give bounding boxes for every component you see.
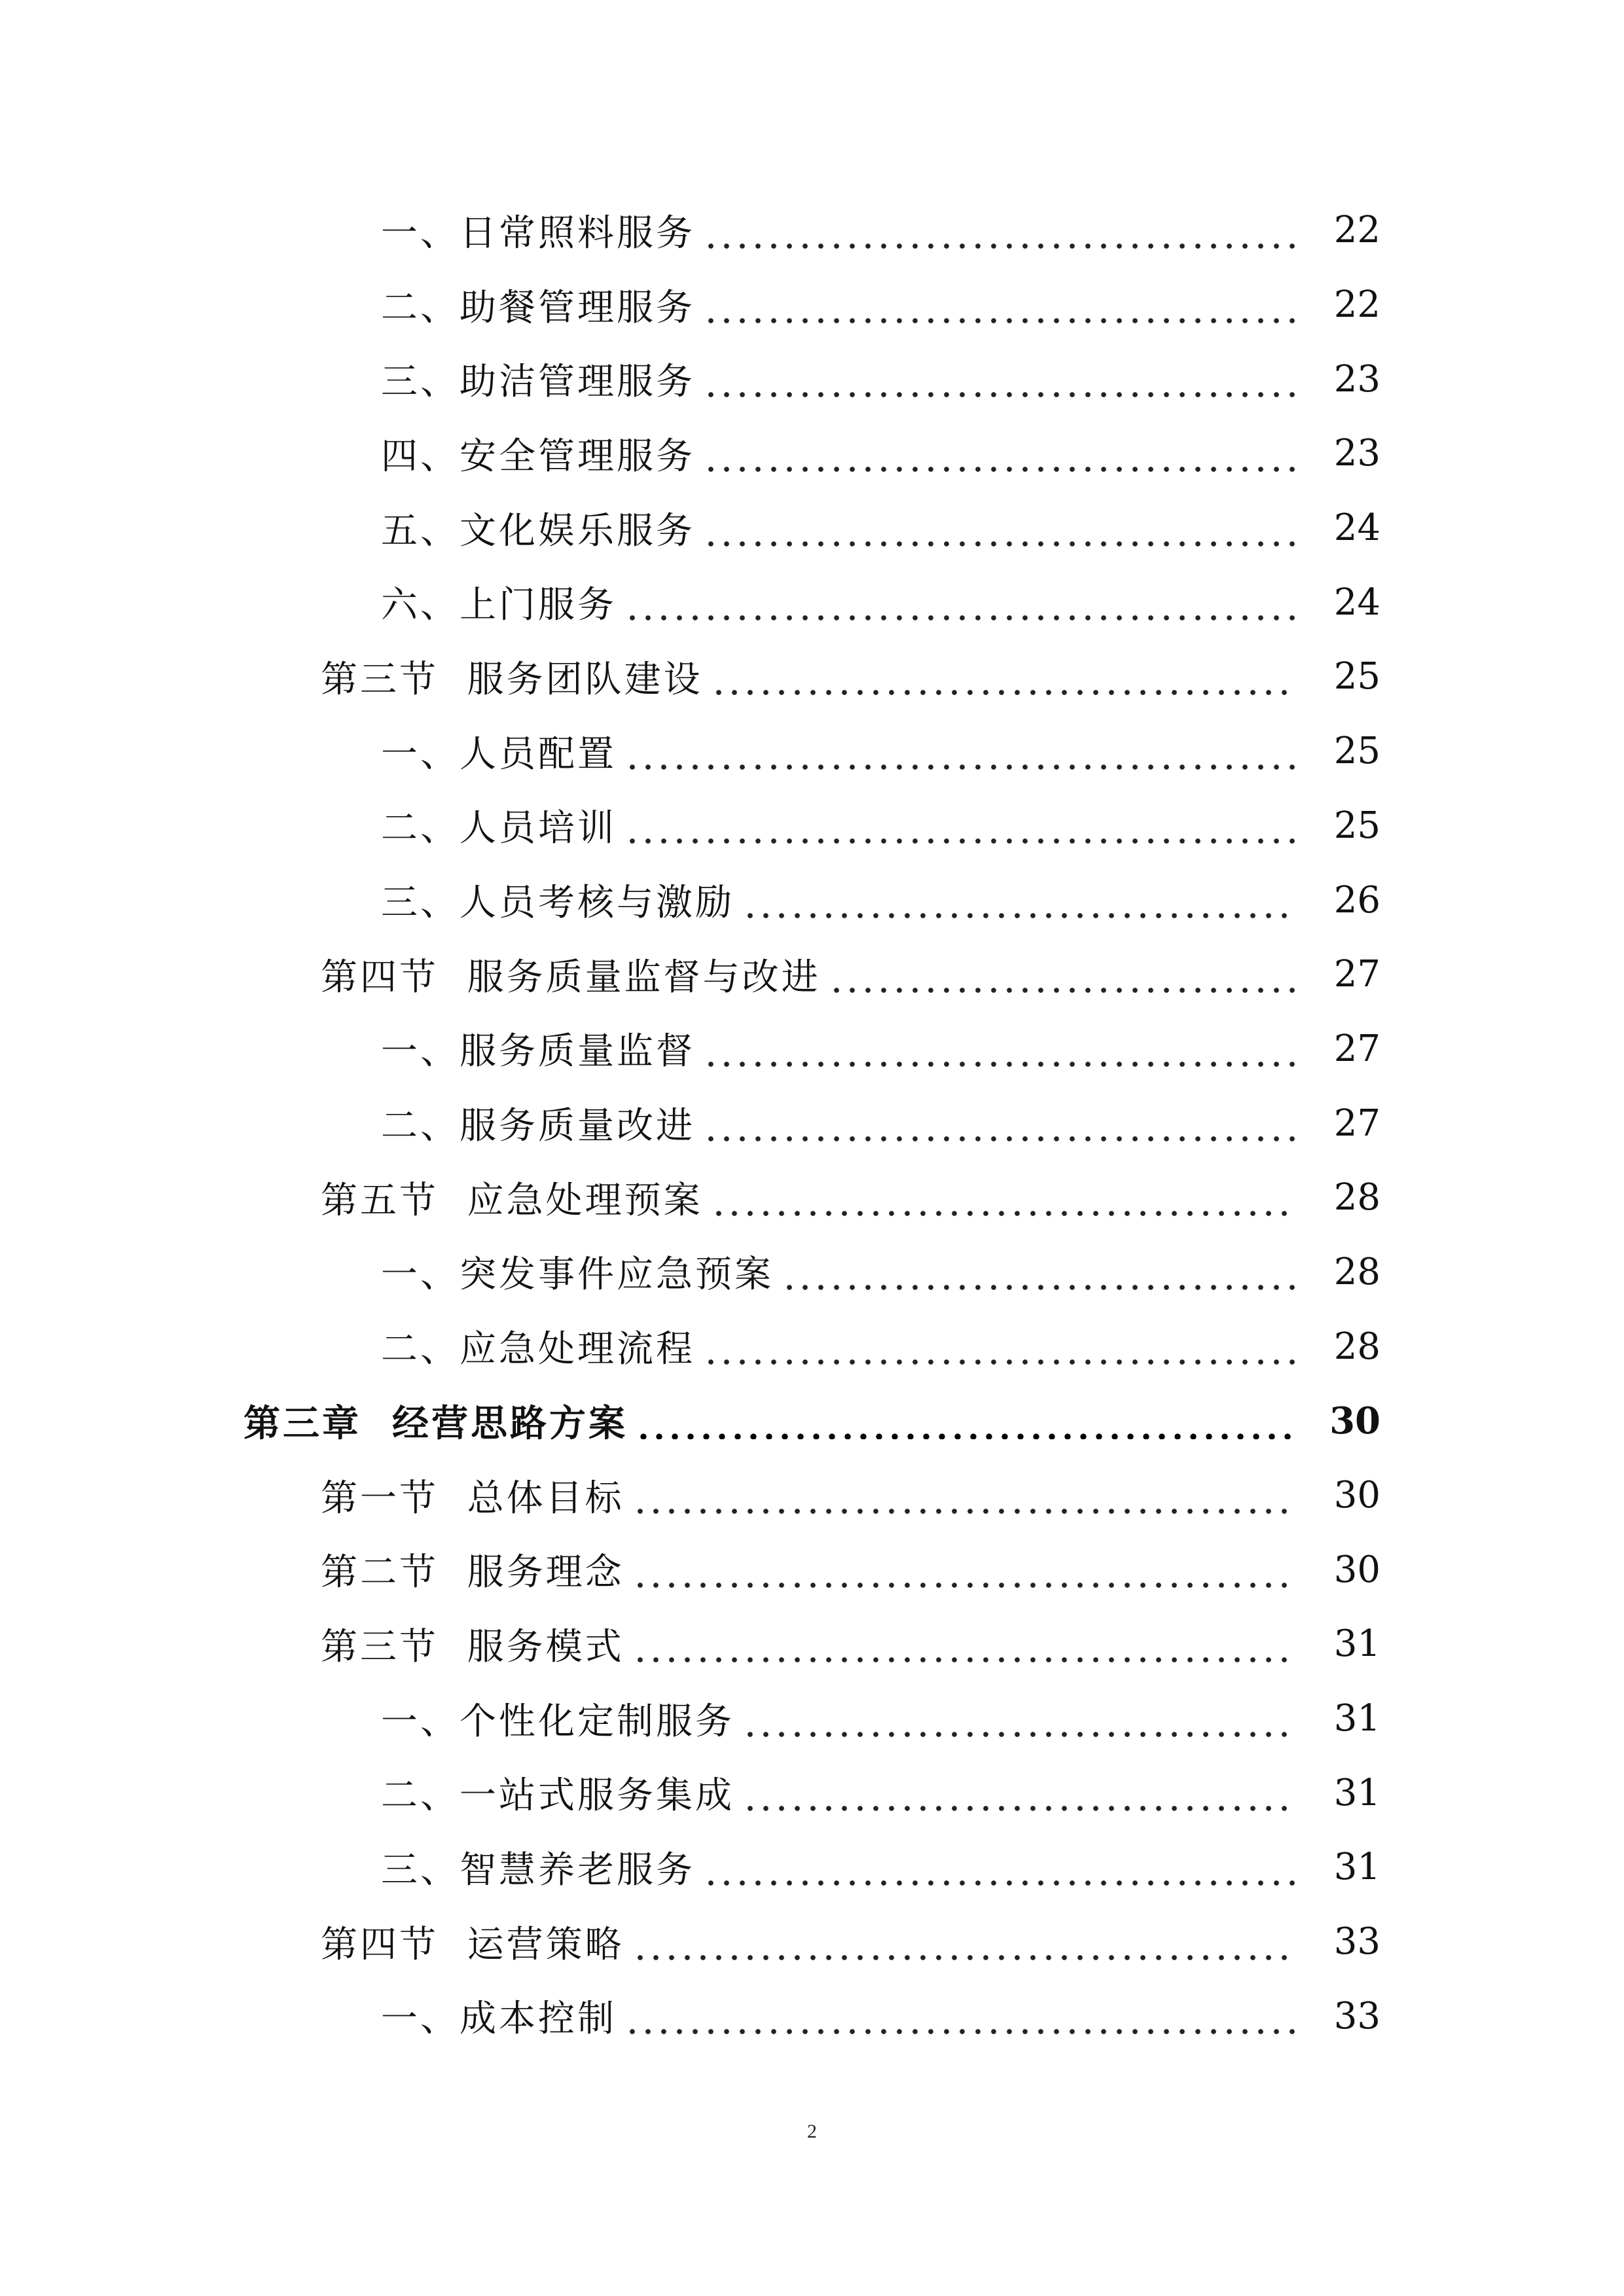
toc-entry[interactable] [0, 416, 1624, 491]
toc-entry-page: 24 [1333, 507, 1380, 550]
toc-section-entry[interactable] [0, 1905, 1624, 1979]
toc-dot-leader [703, 361, 1297, 397]
toc-chapter-title: 第三章 经营思路方案 [244, 1401, 628, 1445]
toc-entry[interactable] [0, 1012, 1624, 1086]
page-number: 2 [807, 2121, 817, 2142]
toc-dot-leader [632, 1626, 1297, 1662]
toc-entry-page: 31 [1333, 1846, 1380, 1889]
toc-entry-page: 31 [1333, 1623, 1380, 1666]
toc-entry[interactable] [0, 1830, 1624, 1905]
toc-entry-page: 27 [1333, 1027, 1380, 1070]
toc-entry-title: 一、日常照料服务 [381, 211, 695, 255]
toc-dot-leader [782, 1253, 1297, 1290]
toc-entry-title: 第四节 运营策略 [321, 1923, 624, 1966]
toc-dot-leader [742, 1700, 1297, 1737]
toc-entry[interactable] [0, 1086, 1624, 1160]
toc-entry-page: 28 [1333, 1250, 1380, 1293]
toc-entry[interactable] [0, 714, 1624, 789]
toc-dot-leader [742, 882, 1297, 918]
toc-section-entry[interactable] [0, 1607, 1624, 1681]
toc-entry-page: 26 [1333, 878, 1380, 922]
toc-section-entry[interactable] [0, 1458, 1624, 1533]
toc-entry[interactable] [0, 863, 1624, 937]
toc-dot-leader [711, 1179, 1297, 1216]
toc-dot-leader [703, 1328, 1297, 1365]
toc-entry-title: 二、助餐管理服务 [381, 286, 695, 329]
toc-dot-leader [624, 807, 1297, 844]
toc-dot-leader [624, 584, 1297, 620]
toc-entry[interactable] [0, 789, 1624, 863]
toc-entry-page: 25 [1333, 804, 1380, 847]
toc-entry-title: 三、人员考核与激励 [381, 882, 734, 925]
toc-entry-title: 一、个性化定制服务 [381, 1700, 734, 1743]
toc-dot-leader [636, 1403, 1297, 1439]
toc-entry-title: 第二节 服务理念 [321, 1551, 624, 1594]
toc-entry-page: 27 [1333, 953, 1380, 996]
toc-entry-title: 第三节 服务模式 [321, 1625, 624, 1668]
toc-chapter-entry[interactable] [0, 1384, 1624, 1458]
toc-dot-leader [711, 658, 1297, 695]
toc-entry-title: 一、突发事件应急预案 [381, 1253, 774, 1297]
toc-entry[interactable] [0, 1755, 1624, 1830]
toc-entry-page: 30 [1333, 1474, 1380, 1517]
toc-dot-leader [703, 287, 1297, 323]
toc-entry[interactable] [0, 1979, 1624, 2054]
toc-entry-title: 一、服务质量监督 [381, 1030, 695, 1073]
toc-entry[interactable] [0, 491, 1624, 565]
toc-entry-page: 25 [1333, 730, 1380, 773]
toc-dot-leader [829, 956, 1297, 993]
toc-section-entry[interactable] [0, 1160, 1624, 1235]
toc-entry-title: 第四节 服务质量监督与改进 [321, 956, 821, 999]
toc-dot-leader [632, 1477, 1297, 1514]
toc-dot-leader [742, 1774, 1297, 1811]
toc-dot-leader [624, 733, 1297, 770]
toc-entry-page: 23 [1333, 357, 1380, 401]
toc-entry-page: 33 [1333, 1994, 1380, 2037]
toc-entry-page: 31 [1333, 1697, 1380, 1740]
toc-entry-title: 二、服务质量改进 [381, 1105, 695, 1148]
toc-section-entry[interactable] [0, 639, 1624, 714]
toc-entry[interactable] [0, 342, 1624, 416]
toc-entry-page: 27 [1333, 1102, 1380, 1145]
toc-entry-title: 第三节 服务团队建设 [321, 658, 703, 701]
toc-entry-title: 第五节 应急处理预案 [321, 1179, 703, 1222]
toc-dot-leader [703, 212, 1297, 249]
toc-entry[interactable] [0, 1681, 1624, 1756]
toc-entry-title: 四、安全管理服务 [381, 435, 695, 478]
toc-entry-page: 28 [1333, 1325, 1380, 1368]
toc-entry-page: 24 [1333, 581, 1380, 624]
toc-entry[interactable] [0, 268, 1624, 342]
toc-entry-title: 三、智慧养老服务 [381, 1848, 695, 1892]
toc-entry-title: 六、上门服务 [381, 584, 617, 627]
toc-entry-title: 五、文化娱乐服务 [381, 509, 695, 552]
toc-dot-leader [632, 1551, 1297, 1588]
toc-dot-leader [703, 1849, 1297, 1886]
toc-entry[interactable] [0, 565, 1624, 639]
toc-entry[interactable] [0, 193, 1624, 268]
toc-dot-leader [703, 435, 1297, 472]
toc-entry-page: 28 [1333, 1176, 1380, 1219]
toc-entry-title: 一、成本控制 [381, 1998, 617, 2041]
toc-entry-title: 二、一站式服务集成 [381, 1774, 734, 1818]
toc-dot-leader [632, 1924, 1297, 1960]
toc-dot-leader [703, 1105, 1297, 1141]
toc-entry-title: 三、助洁管理服务 [381, 361, 695, 404]
toc-entry-title: 第一节 总体目标 [321, 1477, 624, 1520]
toc-section-entry[interactable] [0, 937, 1624, 1012]
toc-entry[interactable] [0, 1309, 1624, 1384]
toc-entry-page: 33 [1333, 1920, 1380, 1964]
toc-section-entry[interactable] [0, 1532, 1624, 1607]
toc-dot-leader [703, 1030, 1297, 1067]
toc-entry-page: 30 [1329, 1399, 1380, 1443]
toc-entry-page: 25 [1333, 655, 1380, 698]
toc-entry-page: 30 [1333, 1548, 1380, 1591]
toc-entry-title: 二、应急处理流程 [381, 1328, 695, 1371]
toc-dot-leader [624, 1998, 1297, 2034]
toc-entry[interactable] [0, 1235, 1624, 1310]
toc-entry-page: 22 [1333, 209, 1380, 252]
table-of-contents [0, 193, 1624, 2053]
toc-entry-page: 31 [1333, 1771, 1380, 1814]
toc-entry-page: 22 [1333, 283, 1380, 327]
toc-entry-title: 二、人员培训 [381, 807, 617, 850]
toc-entry-page: 23 [1333, 432, 1380, 475]
toc-dot-leader [703, 510, 1297, 547]
toc-entry-title: 一、人员配置 [381, 732, 617, 776]
